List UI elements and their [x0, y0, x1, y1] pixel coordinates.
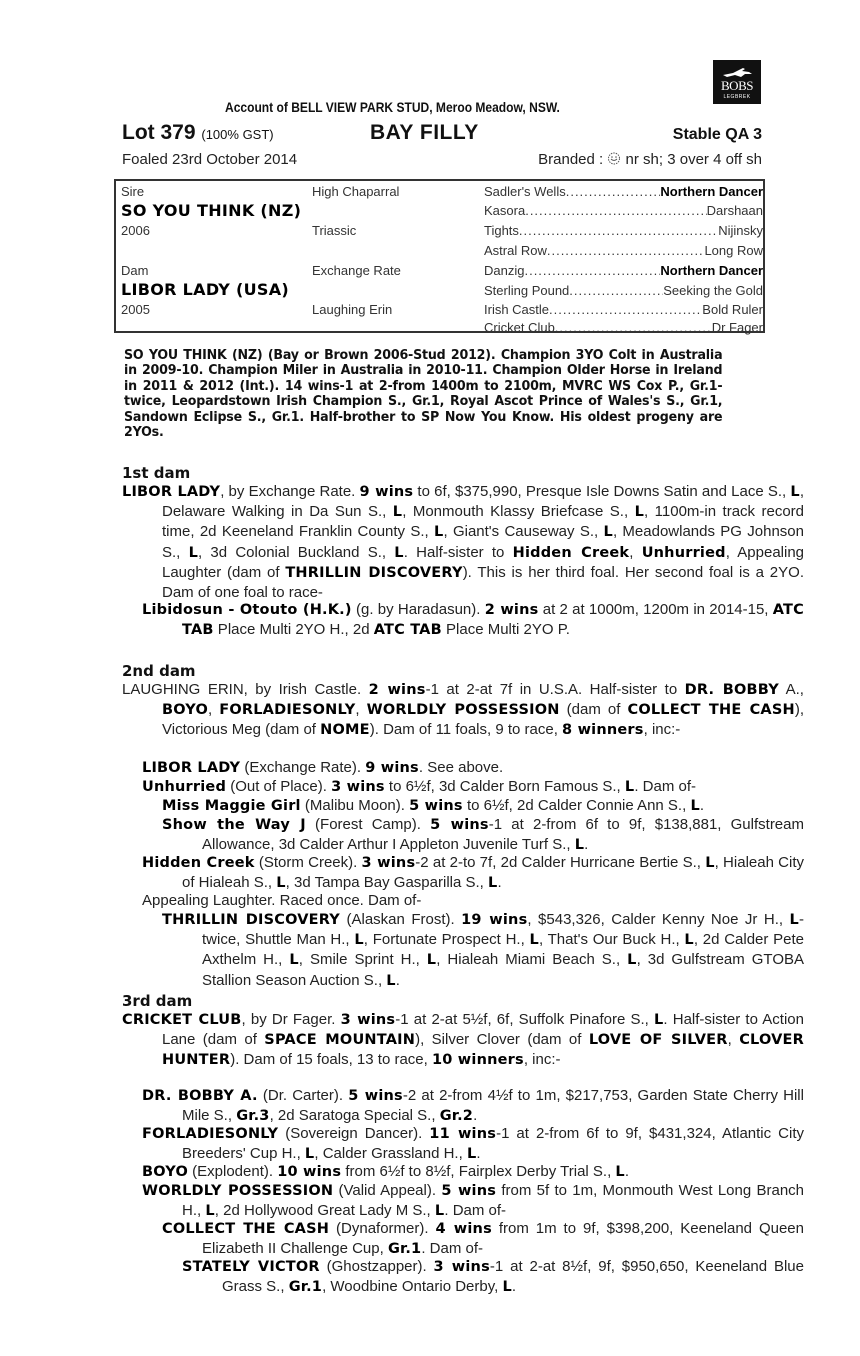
sire-year: 2006 [121, 223, 150, 238]
grandparent-row [484, 302, 763, 317]
gg-right: Bold Ruler [702, 302, 763, 317]
progeny-entry: LIBOR LADY (Exchange Rate). 9 wins. See above. [142, 759, 504, 776]
horse-type: BAY FILLY [370, 121, 479, 144]
sire-summary: SO YOU THINK (NZ) (Bay or Brown 2006-Stud 2012). Champion 3YO Colt in Australia in 2009-10. Champion Miler in Australia in 2010-11. Champion Older Horse in Ireland in 2011 & 2012 (Int.). 14 wins-1 at 2-from 1400m to 2100m, MVRC WS Cox P., Gr.1-twice, Leopardstown Irish Champion S., Gr.1, Royal Ascot Prince of Wales's S., Gr.1, Sandown Eclipse S., Gr.1. Half-brother to SP Now You Know. His oldest progeny are 2YOs. [124, 347, 723, 441]
progeny-entry: FORLADIESONLY (Sovereign Dancer). 11 wins-1 at 2-from 6f to 9f, $431,324, Atlantic City Breeders' Cup H., L, Calder Grassland H., L. [142, 1125, 804, 1163]
section-title-2nd-dam: 2nd dam [122, 662, 196, 680]
branded-info [538, 151, 762, 168]
sire-sire: High Chaparral [312, 184, 400, 199]
gg-right: Seeking the Gold [663, 283, 763, 298]
gg-left: Sadler's Wells [484, 184, 566, 199]
gg-left: Sterling Pound [484, 283, 570, 298]
gg-left: Irish Castle [484, 302, 550, 317]
gg-right: Nijinsky [718, 223, 763, 238]
gg-left: Kasora [484, 203, 526, 218]
gg-left: Cricket Club [484, 320, 555, 335]
dam-label: Dam [121, 263, 149, 278]
progeny-entry: Hidden Creek (Storm Creek). 3 wins-2 at 2-to 7f, 2d Calder Hurricane Bertie S., L, Hialeah City of Hialeah S., L, 3d Tampa Bay Gasparilla S., L. [142, 854, 804, 892]
logo-text: BOBS [721, 78, 753, 93]
progeny-entry: Show the Way J (Forest Camp). 5 wins-1 at 2-from 6f to 9f, $138,881, Gulfstream Allowance, 3d Calder Arthur I Appleton Juvenile Turf S., L. [162, 816, 804, 854]
gg-right: Northern Dancer [660, 263, 763, 278]
sire-name: SO YOU THINK (NZ) [121, 201, 302, 220]
logo-subtext: LEGBREK [723, 94, 751, 100]
progeny-entry: Miss Maggie Girl (Malibu Moon). 5 wins to 6½f, 2d Calder Connie Ann S., L. [162, 797, 705, 814]
progeny-entry: Unhurried (Out of Place). 3 wins to 6½f, 3d Calder Born Famous S., L. Dam of- [142, 778, 697, 795]
dam-name: LIBOR LADY (USA) [121, 280, 290, 299]
stable-location: Stable QA 3 [672, 126, 762, 143]
dam-dam: Laughing Erin [312, 302, 393, 317]
pedigree-table [114, 179, 765, 333]
bobs-logo [713, 60, 761, 104]
grandparent-row [484, 223, 763, 238]
branded-prefix: Branded : [538, 151, 604, 168]
progeny-entry: STATELY VICTOR (Ghostzapper). 3 wins-1 at 2-at 8½f, 9f, $950,650, Keeneland Blue Grass S., Gr.1, Woodbine Ontario Derby, L. [182, 1258, 804, 1296]
progeny-entry: BOYO (Explodent). 10 wins from 6½f to 8½f, Fairplex Derby Trial S., L. [142, 1163, 630, 1180]
gg-left: Danzig [484, 263, 525, 278]
grandparent-row [484, 203, 763, 218]
gst-note: (100% GST) [201, 127, 274, 142]
dam-entry: CRICKET CLUB, by Dr Fager. 3 wins-1 at 2-at 5½f, 6f, Suffolk Pinafore S., L. Half-sister to Action Lane (dam of SPACE MOUNTAIN), Silver Clover (dam of LOVE OF SILVER, CLOVER HUNTER). Dam of 15 foals, 13 to race, 10 winners, inc:- [122, 1011, 804, 1069]
section-title-1st-dam: 1st dam [122, 464, 191, 482]
lot-label: Lot 379 [122, 121, 196, 144]
vendor-account: Account of BELL VIEW PARK STUD, Meroo Meadow, NSW. [225, 99, 560, 115]
gg-left: Tights [484, 223, 519, 238]
gg-left: Astral Row [484, 243, 547, 258]
gg-right: Dr Fager [711, 320, 763, 335]
foaled-date: Foaled 23rd October 2014 [122, 151, 298, 168]
progeny-entry: Appealing Laughter. Raced once. Dam of- [142, 892, 422, 909]
dam-entry: LIBOR LADY, by Exchange Rate. 9 wins to 6f, $375,990, Presque Isle Downs Satin and Lace S., L, Delaware Walking in Da Sun S., L, Monmouth Klassy Briefcase S., L, 1100m-in track record time, 2d Keeneland Franklin County S., L, Giant's Causeway S., L, Meadowlands PG Johnson S., L, 3d Colonial Buckland S., L. Half-sister to Hidden Creek, Unhurried, Appealing Laughter (dam of THRILLIN DISCOVERY). This is her third foal. Her second foal is a 2YO. Dam of one foal to race- [122, 483, 805, 602]
sire-label: Sire [121, 184, 145, 199]
grandparent-row [484, 283, 763, 298]
grandparent-row [484, 243, 763, 258]
brand-mark-icon [607, 152, 621, 165]
progeny-entry: THRILLIN DISCOVERY (Alaskan Frost). 19 wins, $543,326, Calder Kenny Noe Jr H., L-twice, Shuttle Man H., L, Fortunate Prospect H., L, That's Our Buck H., L, 2d Calder Pete Axthelm H., L, Smile Sprint H., L, Hialeah Miami Beach S., L, 3d Gulfstream GTOBA Stallion Season Auction S., L. [162, 911, 804, 989]
grandparent-row [484, 320, 763, 335]
gg-right: Northern Dancer [660, 184, 763, 199]
section-title-3rd-dam: 3rd dam [122, 992, 193, 1010]
progeny-entry: WORLDLY POSSESSION (Valid Appeal). 5 wins from 5f to 1m, Monmouth West Long Branch H., L, 2d Hollywood Great Lady M S., L. Dam of- [142, 1182, 805, 1220]
gg-right: Darshaan [706, 203, 763, 218]
lot-number [122, 121, 274, 145]
progeny-entry: DR. BOBBY A. (Dr. Carter). 5 wins-2 at 2-from 4½f to 1m, $217,753, Garden State Cherry Hill Mile S., Gr.3, 2d Saratoga Special S., Gr.2. [142, 1087, 804, 1125]
grandparent-row [484, 184, 763, 199]
grandparent-row [484, 263, 763, 278]
sire-dam: Triassic [312, 223, 357, 238]
branded-suffix: nr sh; 3 over 4 off sh [625, 151, 762, 168]
dam-entry: LAUGHING ERIN, by Irish Castle. 2 wins-1 at 2-at 7f in U.S.A. Half-sister to DR. BOBBY A., BOYO, FORLADIESONLY, WORLDLY POSSESSION (dam of COLLECT THE CASH), Victorious Meg (dam of NOME). Dam of 11 foals, 9 to race, 8 winners, inc:- [122, 681, 804, 739]
progeny-entry: COLLECT THE CASH (Dynaformer). 4 wins from 1m to 9f, $398,200, Keeneland Queen Elizabeth II Challenge Cup, Gr.1. Dam of- [162, 1220, 804, 1258]
gg-right: Long Row [704, 243, 763, 258]
foal-entry: Libidosun - Otouto (H.K.) (g. by Haradasun). 2 wins at 2 at 1000m, 1200m in 2014-15, ATC TAB Place Multi 2YO H., 2d ATC TAB Place Multi 2YO P. [142, 601, 804, 639]
dam-sire: Exchange Rate [312, 263, 401, 278]
dam-year: 2005 [121, 302, 150, 317]
